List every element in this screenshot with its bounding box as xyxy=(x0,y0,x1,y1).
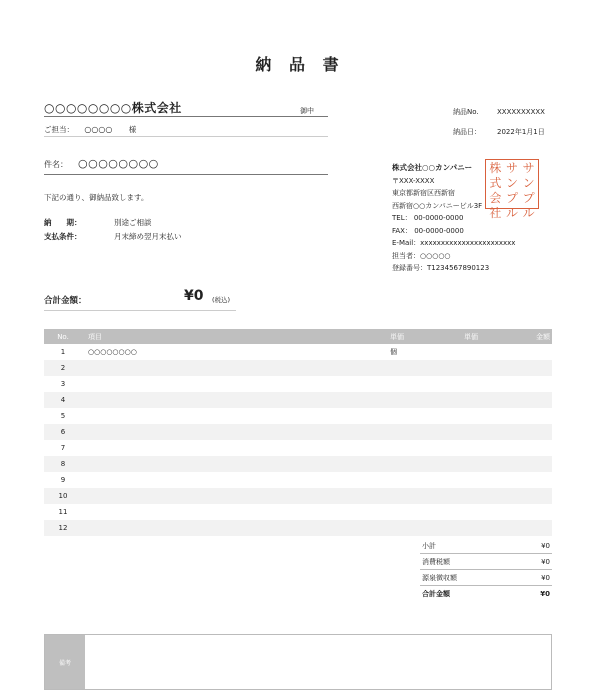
table-row xyxy=(44,488,552,504)
term-value: 別途ご相談 xyxy=(114,218,152,227)
cell-no: 11 xyxy=(58,508,68,516)
issuer-reg-no: 登録番号：T1234567890123 xyxy=(392,264,490,272)
cell-no: 9 xyxy=(60,476,66,484)
notes-box[interactable] xyxy=(44,634,552,690)
term-value: 月末締め翌月末払い xyxy=(114,232,182,241)
header-amount: 金額 xyxy=(536,332,550,341)
table-row xyxy=(44,360,552,376)
intro-text: 下記の通り、御納品致します。 xyxy=(44,193,149,202)
date-value: 2022年1月1日 xyxy=(497,128,545,136)
summary-row xyxy=(420,538,552,554)
contact-honorific: 様 xyxy=(128,125,137,134)
summary-row xyxy=(420,554,552,570)
term-label: 支払条件： xyxy=(44,232,82,241)
header-no: No. xyxy=(57,332,69,341)
table-row xyxy=(44,440,552,456)
term-payment xyxy=(44,231,182,242)
issuer-postal: 〒XXX-XXXX xyxy=(392,176,435,185)
term-label: 納 期： xyxy=(44,218,82,227)
meta-block xyxy=(453,102,545,142)
issuer-address2: 西新宿○○カンパニービル3F xyxy=(392,201,483,210)
issuer-address1: 東京都新宿区西新宿 xyxy=(392,189,455,197)
subject-label: 件名： xyxy=(44,160,68,169)
grand-total-label: 合計金額： xyxy=(44,296,87,306)
header-price: 単価 xyxy=(464,332,478,341)
issuer-email: E-Mail：xxxxxxxxxxxxxxxxxxxxxxx xyxy=(392,239,516,247)
notes-label: 備考 xyxy=(45,635,85,689)
cell-no: 10 xyxy=(58,492,68,500)
table-row xyxy=(44,520,552,536)
tax-included-note: (税込) xyxy=(212,296,231,304)
header-unit: 単価 xyxy=(390,332,404,341)
number-value: XXXXXXXXXX xyxy=(497,108,545,116)
cell-no: 7 xyxy=(60,444,66,452)
summary-value: ¥0 xyxy=(541,541,550,550)
issuer-person: 担当者：○○○○○ xyxy=(392,251,451,260)
contact-underline xyxy=(44,136,328,137)
summary-value: ¥0 xyxy=(541,557,550,566)
document-title: 納 品 書 xyxy=(255,55,345,74)
cell-no: 6 xyxy=(60,428,66,436)
cell-item: ○○○○○○○○ xyxy=(88,348,137,356)
table-row xyxy=(44,504,552,520)
table-row xyxy=(44,344,552,360)
cell-no: 1 xyxy=(60,348,66,356)
term-delivery xyxy=(44,217,152,228)
table-row xyxy=(44,424,552,440)
cell-no: 4 xyxy=(60,396,66,404)
summary-label: 合計金額 xyxy=(422,590,450,598)
date-label: 納品日： xyxy=(453,128,481,136)
contact-row xyxy=(44,124,140,135)
total-underline xyxy=(44,310,236,311)
cell-no: 12 xyxy=(58,524,68,532)
summary-value: ¥0 xyxy=(540,590,550,598)
company-seal-stamp: 株 サ サ 式 ン ン 会 プ プ 社 ル ル xyxy=(485,159,539,209)
client-honorific: 御中 xyxy=(300,107,314,115)
cell-no: 2 xyxy=(60,364,66,372)
contact-name: ○○○○ xyxy=(84,125,113,134)
number-label: 納品No. xyxy=(453,108,479,116)
issuer-tel: TEL： 00-0000-0000 xyxy=(392,214,464,222)
summary-row xyxy=(420,586,552,602)
subject-value: ○○○○○○○○ xyxy=(78,157,159,170)
table-body xyxy=(44,344,552,536)
table-row xyxy=(44,376,552,392)
table-row xyxy=(44,392,552,408)
subject-underline xyxy=(44,174,328,175)
summary-value: ¥0 xyxy=(541,573,550,582)
summary-row xyxy=(420,570,552,586)
cell-no: 8 xyxy=(60,460,66,468)
client-name: ○○○○○○○○株式会社 xyxy=(44,101,182,115)
subject-row xyxy=(44,157,159,170)
header-item: 項目 xyxy=(88,332,102,341)
issuer-company: 株式会社○○カンパニー xyxy=(392,163,473,172)
summary-label: 消費税額 xyxy=(422,557,450,566)
table-row xyxy=(44,456,552,472)
items-table xyxy=(44,329,552,536)
cell-no: 3 xyxy=(60,380,66,388)
grand-total-value: ¥0 xyxy=(184,288,204,304)
contact-label: ご担当： xyxy=(44,125,74,134)
summary-label: 小計 xyxy=(422,541,436,550)
summary-block xyxy=(420,538,552,602)
summary-label: 源泉徴収額 xyxy=(422,573,457,582)
cell-no: 5 xyxy=(60,412,66,420)
client-underline xyxy=(44,116,328,117)
table-header xyxy=(44,329,552,344)
issuer-fax: FAX： 00-0000-0000 xyxy=(392,226,464,235)
table-row xyxy=(44,408,552,424)
cell-unit: 個 xyxy=(390,348,397,356)
table-row xyxy=(44,472,552,488)
